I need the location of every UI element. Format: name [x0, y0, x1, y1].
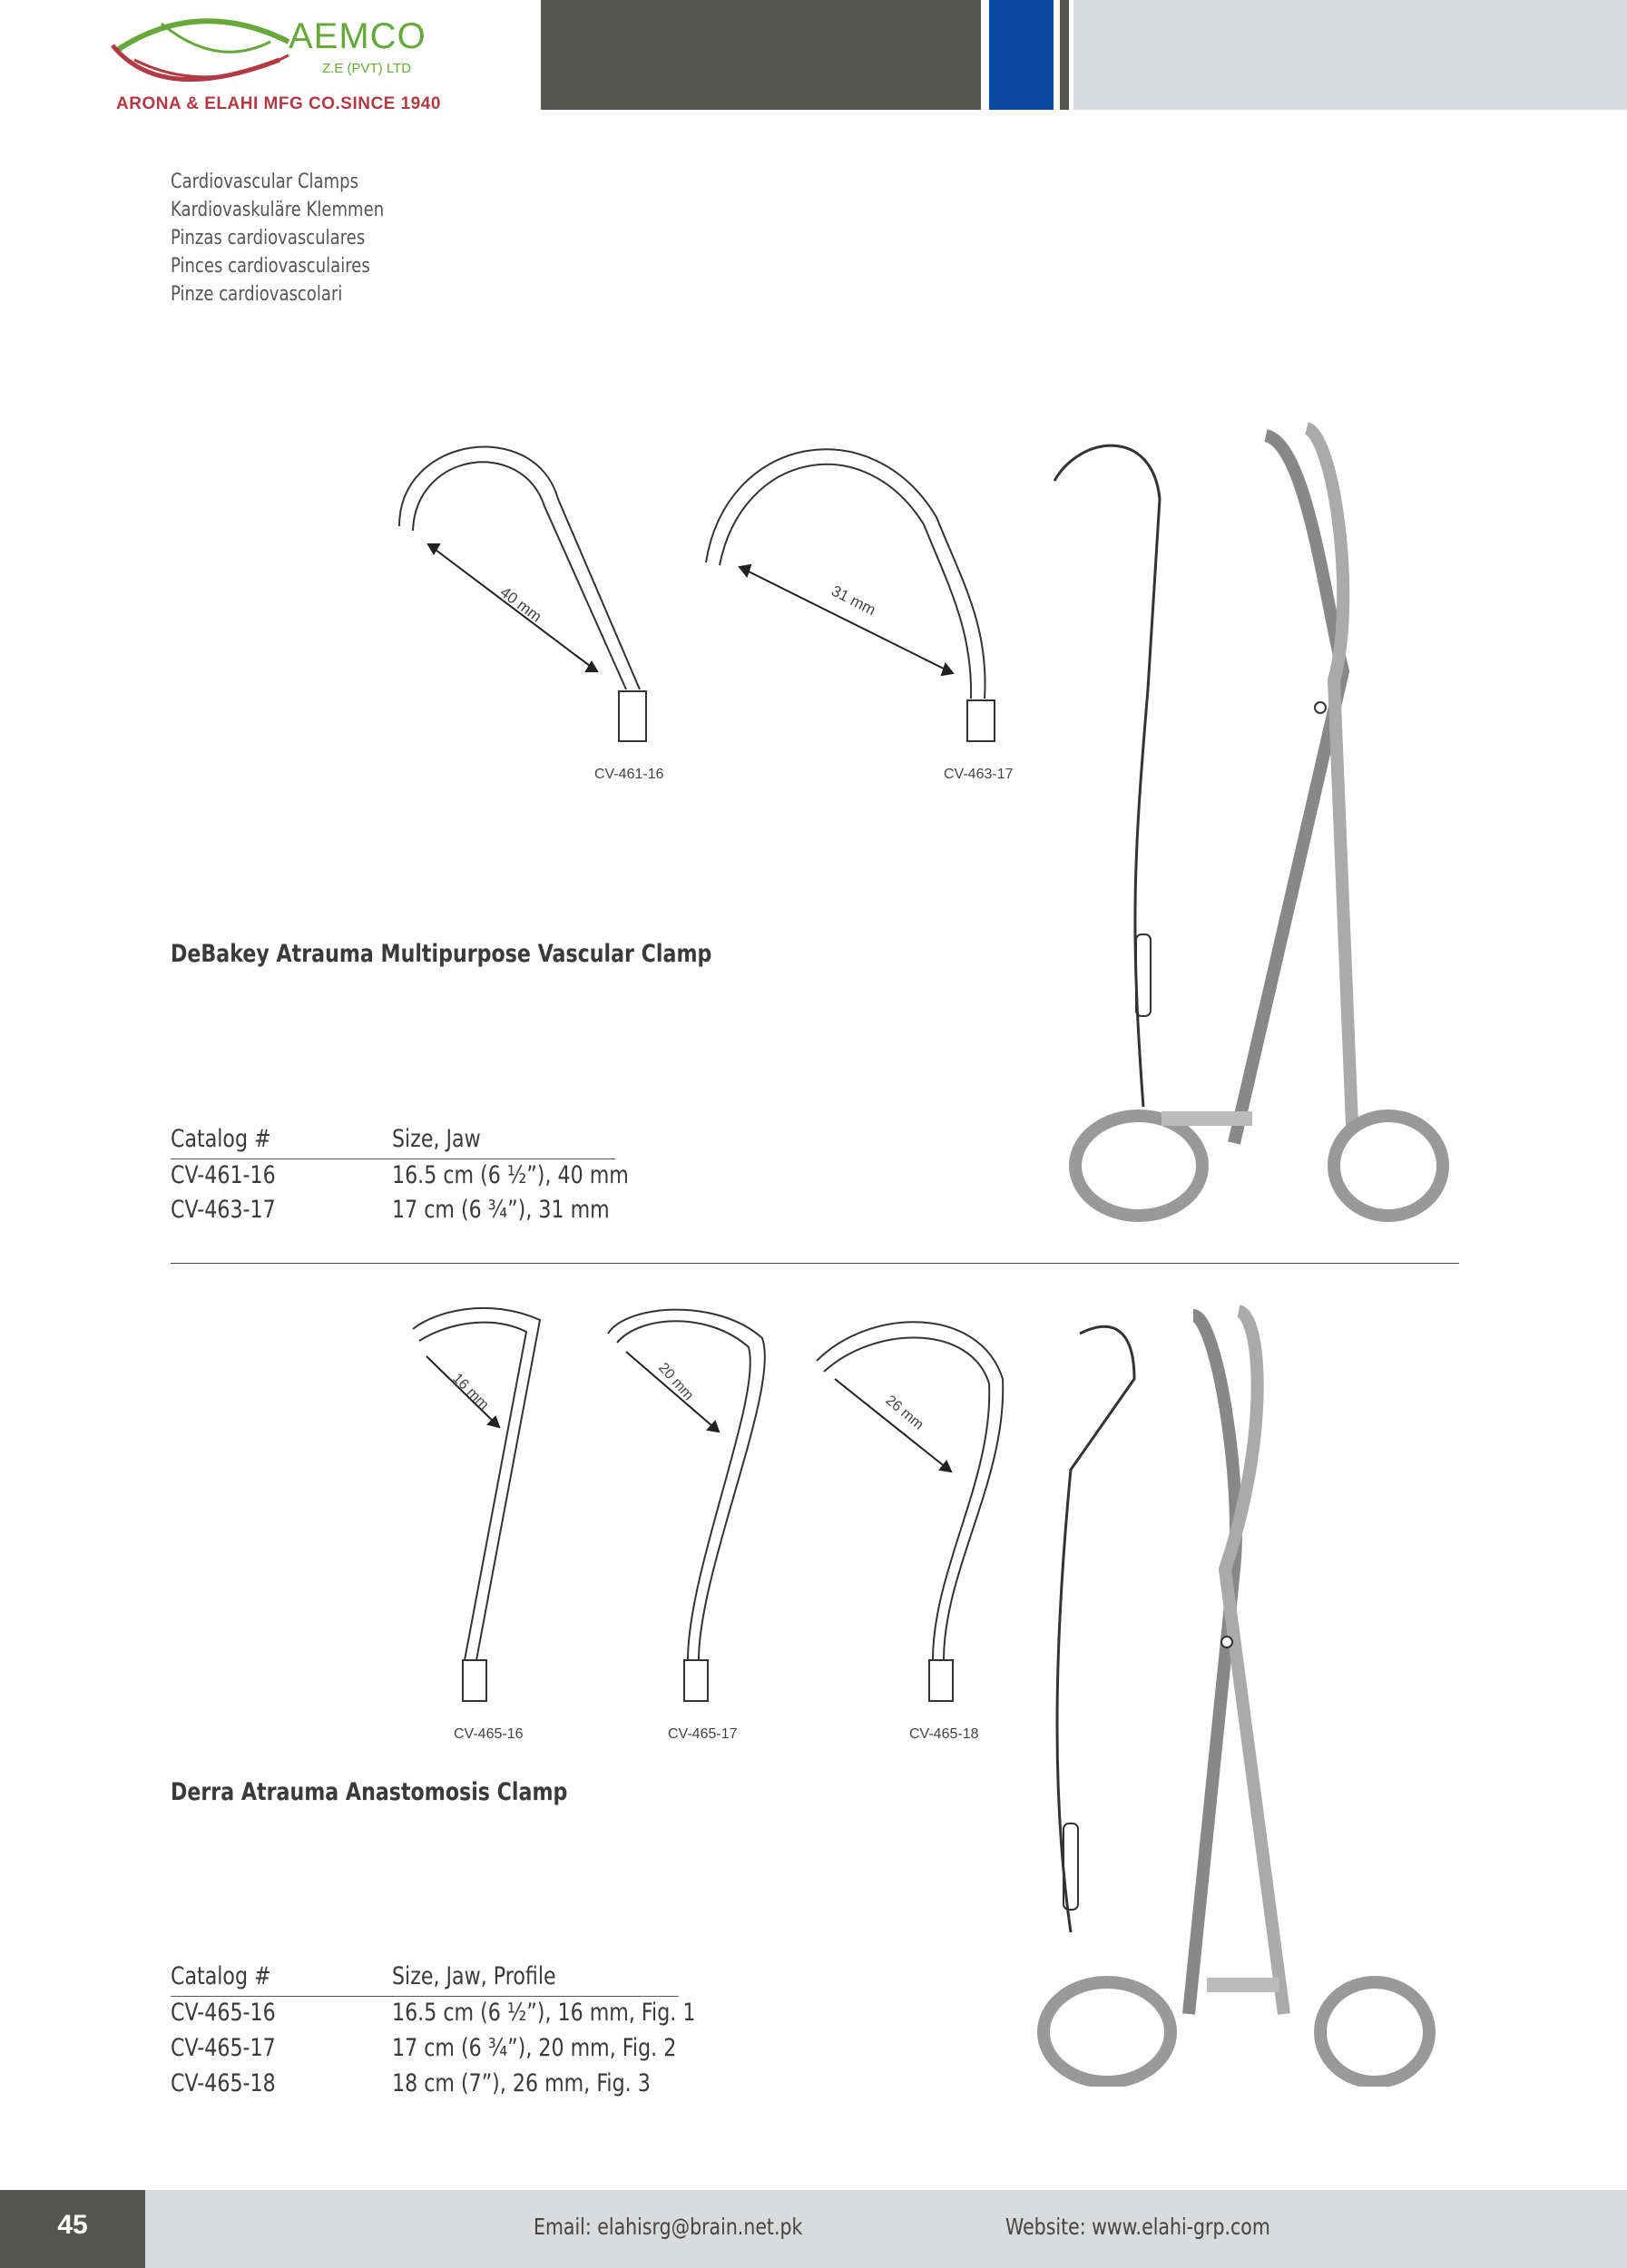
- section1-header-size: Size, Jaw: [392, 1125, 481, 1153]
- section1-table-rule: [171, 1158, 615, 1159]
- section-divider: [171, 1263, 1459, 1264]
- table-row-catalog: CV-461-16: [171, 1161, 276, 1189]
- table-row-catalog: CV-465-16: [171, 1999, 276, 2027]
- section1-header-catalog: Catalog #: [171, 1125, 271, 1153]
- table-row-catalog: CV-465-18: [171, 2069, 276, 2097]
- table-row-catalog: CV-463-17: [171, 1196, 276, 1224]
- label-cv-465-16: CV-465-16: [454, 1726, 524, 1742]
- jaw-cv-465-16-icon: [413, 1308, 540, 1701]
- dim-26mm: 26 mm: [882, 1393, 926, 1433]
- debakey-clamp-icon: [1044, 417, 1470, 1234]
- dim-40mm: 40 mm: [496, 583, 545, 626]
- category-it: Pinze cardiovascolari: [171, 283, 343, 306]
- brand-name: AEMCO: [289, 16, 426, 56]
- label-cv-465-18: CV-465-18: [909, 1726, 979, 1742]
- derra-clamp-icon: [1034, 1297, 1461, 2087]
- dim-16mm: 16 mm: [449, 1370, 492, 1413]
- footer-bar: [145, 2190, 1627, 2268]
- category-de: Kardiovaskuläre Klemmen: [171, 199, 385, 221]
- section2-table-rule: [171, 1996, 679, 1997]
- category-fr: Pinces cardiovasculaires: [171, 255, 370, 278]
- section2-header-catalog: Catalog #: [171, 1962, 271, 1990]
- brand-tagline: ARONA & ELAHI MFG CO.SINCE 1940: [116, 94, 441, 113]
- section2-header-size: Size, Jaw, Profile: [392, 1962, 556, 1990]
- footer-email-link[interactable]: Email: elahisrg@brain.net.pk: [534, 2214, 803, 2240]
- dim-31mm: 31 mm: [828, 582, 879, 620]
- footer-website-link[interactable]: Website: www.elahi-grp.com: [1005, 2214, 1270, 2240]
- section2-title: Derra Atrauma Anastomosis Clamp: [171, 1778, 568, 1806]
- jaw-cv-465-18-icon: [817, 1322, 1003, 1701]
- header-bar-blue: [989, 0, 1054, 110]
- table-row-size: 17 cm (6 ¾”), 20 mm, Fig. 2: [392, 2034, 677, 2062]
- page-number: 45: [57, 2210, 88, 2240]
- label-cv-465-17: CV-465-17: [668, 1726, 738, 1742]
- header-bar-dark: [541, 0, 981, 110]
- label-cv-461-16: CV-461-16: [594, 767, 664, 782]
- jaw-cv-465-17-icon: [608, 1310, 765, 1701]
- table-row-size: 18 cm (7”), 26 mm, Fig. 3: [392, 2069, 651, 2097]
- table-row-size: 16.5 cm (6 ½”), 16 mm, Fig. 1: [392, 1999, 696, 2027]
- brand-subtitle: Z.E (PVT) LTD: [322, 61, 412, 76]
- derra-jaw-illustrations: [399, 1297, 1089, 1751]
- category-es: Pinzas cardiovasculares: [171, 227, 366, 249]
- dim-20mm: 20 mm: [655, 1360, 697, 1404]
- section1-title: DeBakey Atrauma Multipurpose Vascular Clamp: [171, 940, 712, 968]
- header-bar-light: [1073, 0, 1627, 110]
- label-cv-463-17: CV-463-17: [944, 767, 1014, 782]
- table-row-size: 17 cm (6 ¾”), 31 mm: [392, 1196, 610, 1224]
- table-row-catalog: CV-465-17: [171, 2034, 276, 2062]
- debakey-jaw-illustrations: [363, 399, 1071, 798]
- table-row-size: 16.5 cm (6 ½”), 40 mm: [392, 1161, 629, 1189]
- header-bar-thin: [1060, 0, 1069, 110]
- category-en: Cardiovascular Clamps: [171, 171, 359, 193]
